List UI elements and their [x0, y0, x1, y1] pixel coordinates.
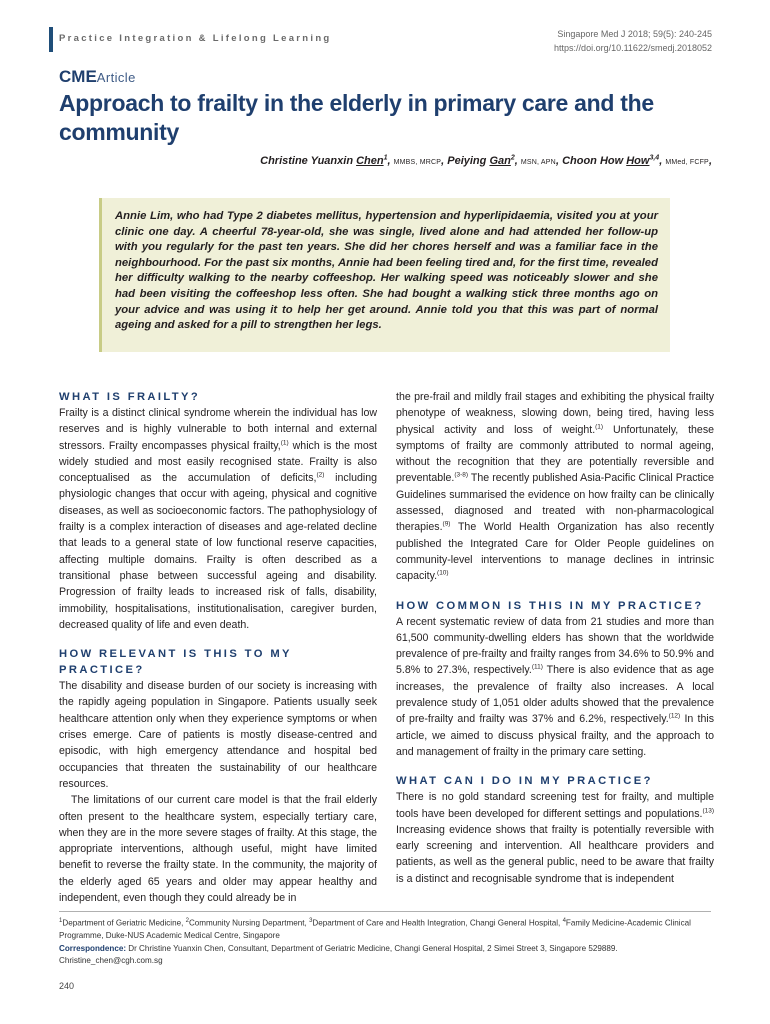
- author-2: Peiying Gan$^2$, MSN, APN,: [447, 154, 563, 167]
- heading-what-can-i-do: WHAT CAN I DO IN MY PRACTICE?: [396, 775, 653, 788]
- citation-ref[interactable]: (3-8): [454, 471, 469, 479]
- author-1-surname: Chen: [356, 154, 384, 167]
- paragraph-what-is-frailty: Frailty is a distinct clinical syndrome wherein the individual has low reserves and is highly vulnerable to both internal and external stressors. Frailty encompasses physical frailty,$^{(1)}$ which is the most widely studied and most easily recognised state. Frailty is also conceptualised as the accumulation of deficits,$^{(2)}$ including physiologic changes that occur with ageing, physical and cognitive diseases, as well as socioeconomic factors. The pathophysiology of frailty is a complex interaction of diseases and age-related decline that leads to a general state of low functional reserve capacities, affecting multiple domains. Frailty is often described as a transitional phase between successful ageing and disability. Progression of frailty leads to increased risk of falls, disability, immobility, hospitalisations, institutionalisation, caregiver burden, decreased quality of life and even death.: [59, 407, 377, 631]
- article-type: [59, 67, 136, 87]
- citation-ref[interactable]: (1): [280, 439, 289, 447]
- correspondence: [59, 943, 714, 968]
- citation-ref[interactable]: (11): [531, 663, 543, 671]
- footnote-divider: [59, 911, 711, 912]
- citation-ref[interactable]: (2): [316, 471, 325, 479]
- journal-citation: Singapore Med J 2018; 59(5): 240-245: [557, 29, 712, 39]
- case-scenario-text: Annie Lim, who had Type 2 diabetes mellitus, hypertension and hyperlipidaemia, visited you at your clinic one day. A cheerful 78-year-old, she was single, lived alone and had attended her follow-up with you regularly for the past ten years. She did her chores herself and was a familiar face in the neighbourhood. For the past six months, Annie had been feeling tired and, for the first time, revealed her difficulty walking to the nearby coffeeshop. Her walking speed was noticeably slower and she had been visiting the coffeeshop less often. She had bought a walking stick three months ago on your advice and was using it to help her get around. Annie told you that this was part of normal ageing and asked for a pill to strengthen her legs.: [115, 210, 658, 332]
- page-number: 240: [59, 981, 75, 991]
- correspondence-label: Correspondence:: [59, 943, 127, 953]
- citation-ref[interactable]: (13): [702, 807, 714, 814]
- paragraph-how-relevant-1: The disability and disease burden of our society is increasing with the rapidly ageing population in Singapore. Patients usually seek healthcare attention only when they experience symptoms or when crises emerge. Care of patients is mostly disease-centred and episodic, with high emergency attendance and hospital bed occupancies that threaten the sustainability of our healthcare resources.: [59, 680, 377, 790]
- doi-link[interactable]: https://doi.org/10.11622/smedj.2018052: [554, 43, 712, 53]
- author-3-surname: How: [626, 154, 650, 167]
- correspondence-text: Dr Christine Yuanxin Chen, Consultant, Department of Geriatric Medicine, Changi General Hospital, 2 Simei Street 3, Singapore 529889. Christine_chen@cgh.com.sg: [59, 943, 618, 965]
- citation-ref[interactable]: (12): [668, 712, 681, 720]
- affiliations: $^1$Department of Geriatric Medicine, $^2$Community Nursing Department, $^3$Department of Care and Health Integration, Changi General Hospital, $^4$Family Medicine-Academic Clinical Programme, Duke-NUS Academic Medical Centre, Singapore: [59, 918, 691, 941]
- article-type-prefix: CME: [59, 67, 97, 86]
- footnotes: [59, 915, 714, 967]
- heading-how-common: HOW COMMON IS THIS IN MY PRACTICE?: [396, 599, 704, 612]
- paragraph-how-common: A recent systematic review of data from 21 studies and more than 61,500 community-dwelling elders has shown that the worldwide prevalence of pre-frailty and frailty ranges from 34.6% to 50.9% and 5.8% to 27.3%, respectively.$^{(11)}$ There is also evidence that as age increases, the prevalence of frailty also increases. A local prevalence study of 1,051 older adults showed that the prevalence of pre-frailty and frailty was 37% and 6.2%, respectively.$^{(12)}$ In this article, we aimed to discuss physical frailty, and the approach to and management of frailty in the primary care setting.: [396, 615, 714, 758]
- paragraph-what-can-i-do: There is no gold standard screening test for frailty, and multiple tools have been developed for different settings and populations.$^{(13)}$ Increasing evidence shows that frailty is potentially reversible with early screening and intervention. All healthcare providers and patients, as well as the general public, need to be aware that frailty is a distinct and recognisable syndrome that is independent: [396, 791, 714, 885]
- citation-ref[interactable]: (10): [437, 569, 449, 577]
- author-2-degrees: MSN, APN: [520, 158, 556, 166]
- author-3-degrees: MMed, FCFP: [665, 158, 709, 166]
- article-type-suffix: Article: [96, 70, 136, 85]
- author-3: Choon How How$^{3,4}$, MMed, FCFP,: [562, 154, 712, 167]
- heading-what-is-frailty: WHAT IS FRAILTY?: [59, 391, 201, 403]
- citation-block: [554, 27, 712, 55]
- heading-how-relevant: HOW RELEVANT IS THIS TO MY PRACTICE?: [59, 648, 292, 677]
- paragraph-continuation: the pre-frail and mildly frail stages and exhibiting the physical frailty phenotype of weakness, slowing down, being tired, having less physical activity and loss of weight.$^{(1)}$ Unfortunately, these symptoms of frailty are commonly attributed to normal ageing, without the recognition that they are potentially reversible and preventable.$^{(3-8)}$ The recently published Asia-Pacific Clinical Practice Guidelines summarised the evidence on how frailty can be clinically assessed, diagnosed and treated with non-pharmacological therapies.$^{(9)}$ The World Health Organization has also recently published the Integrated Care for Older People guidelines on community-level interventions to manage declines in intrinsic capacity.$^{(10)}$: [396, 391, 715, 583]
- series-title: Practice Integration & Lifelong Learning: [59, 33, 332, 44]
- paragraph-how-relevant-2: The limitations of our current care model is that the frail elderly often present to the healthcare system, especially tertiary care, when they are in the more severe stages of frailty. At this stage, the appropriate interventions, although useful, might have limited benefit to reverse the frailty state. In the community, the majority of the elderly aged 65 years and older may appear healthy and independent, even though they could already be in: [59, 794, 377, 905]
- author-1: Christine Yuanxin Chen$^1$, MMBS, MRCP,: [260, 154, 448, 167]
- case-scenario-box: [99, 198, 670, 352]
- author-2-surname: Gan: [489, 154, 511, 167]
- author-list: [260, 154, 712, 167]
- citation-ref[interactable]: (9): [442, 520, 451, 528]
- citation-ref[interactable]: (1): [595, 423, 604, 431]
- header-accent-bar: [49, 27, 53, 52]
- left-column: [59, 389, 377, 906]
- author-1-degrees: MMBS, MRCP: [393, 158, 442, 166]
- right-column: [396, 389, 714, 887]
- article-title: Approach to frailty in the elderly in primary care and the community: [59, 90, 654, 145]
